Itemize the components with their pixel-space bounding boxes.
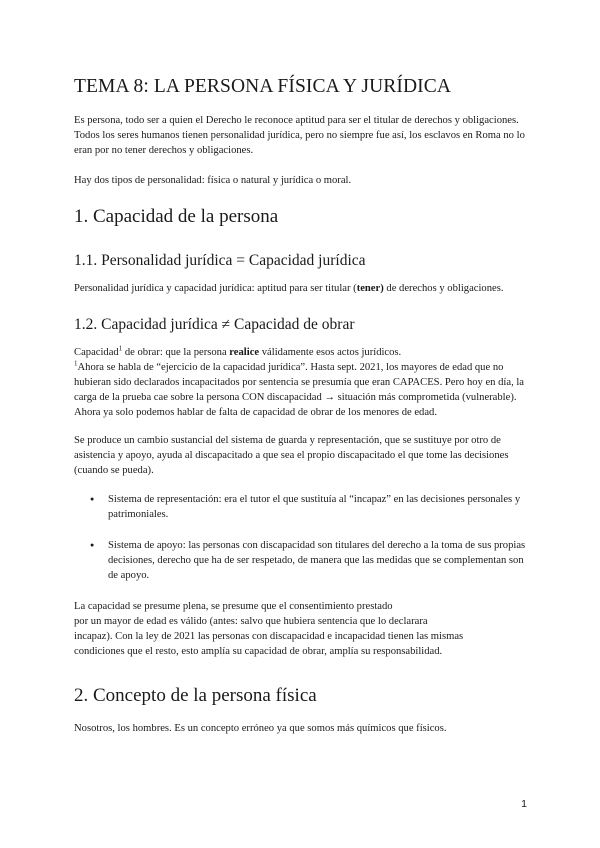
footnote-mark: 1 [118,344,123,353]
presumption-paragraph: La capacidad se presume plena, se presume que el consentimiento prestado por un mayor de edad es válido (antes: salvo que hubiera sentencia que lo declarara incapaz). Con la ley de 2021 las personas con discapacidad e incapacidad tienen las mismas condiciones que el resto, esto amplía su capacidad de obrar, amplía su responsabilidad. [74,601,464,657]
section-2-text: Nosotros, los hombres. Es un concepto erróneo ya que somos más químicos que físicos. [74,723,447,734]
types-paragraph: Hay dos tipos de personalidad: física o natural y jurídica o moral. [74,175,352,186]
page-title: TEMA 8: LA PERSONA FÍSICA Y JURÍDICA [74,76,452,97]
minors-paragraph: Ahora ya solo podemos hablar de falta de capacidad de obrar de los menores de edad. [74,407,437,418]
capacidad-obrar-definition: Capacidad$^1$ de obrar: que la persona realice válidamente esos actos jurídicos. [74,344,402,358]
subsection-1-1-heading: 1.1. Personalidad jurídica = Capacidad jurídica [74,252,366,269]
intro-paragraph: Es persona, todo ser a quien el Derecho le reconoce aptitud para ser el titular de derechos y obligaciones. Todos los seres humanos tienen personalidad jurídica, pero no siempre fue así, los esclavos en Roma no lo eran por no tener derechos y obligaciones. [74,115,525,156]
section-2-heading: 2. Concepto de la persona física [74,685,317,706]
list-item: ● Sistema de representación: era el tutor el que sustituía al “incapaz” en las decisiones personales y patrimoniales. [90,492,529,522]
bold-realice: realice [229,347,260,358]
system-change-paragraph: Se produce un cambio sustancial del sistema de guarda y representación, que se sustituye por otro de asistencia y apoyo, ayuda al discapacitado a que sea el propio discapacitado el que tome las decisiones (cuando se pueda). [74,435,509,476]
bold-tener: tener) [356,283,384,294]
list-item: ● Sistema de apoyo: las personas con discapacidad son titulares del derecho a la toma de sus propias decisiones, derecho que ha de ser respetado, de manera que las medidas que se complementan son de apoyo. [90,538,529,583]
subsection-1-1-text: Personalidad jurídica y capacidad jurídica: aptitud para ser titular (tener) de derechos y obligaciones. [74,283,504,294]
subsection-1-2-heading: 1.2. Capacidad jurídica ≠ Capacidad de obrar [74,316,355,333]
systems-list [90,492,529,583]
footnote-text: $^1$Ahora se habla de “ejercicio de la capacidad jurídica”. Hasta sept. 2021, los mayores de edad que no hubieran sido declarados incapacitados por sentencia se presumía que eran CAPACES. Pero hoy en día, la carga de la prueba cae sobre la persona CON discapacidad → situación más comprometida (vulnerable). [74,359,525,403]
section-1-heading: 1. Capacidad de la persona [74,206,279,227]
page-number: 1 [521,798,527,810]
document-page [74,76,529,736]
